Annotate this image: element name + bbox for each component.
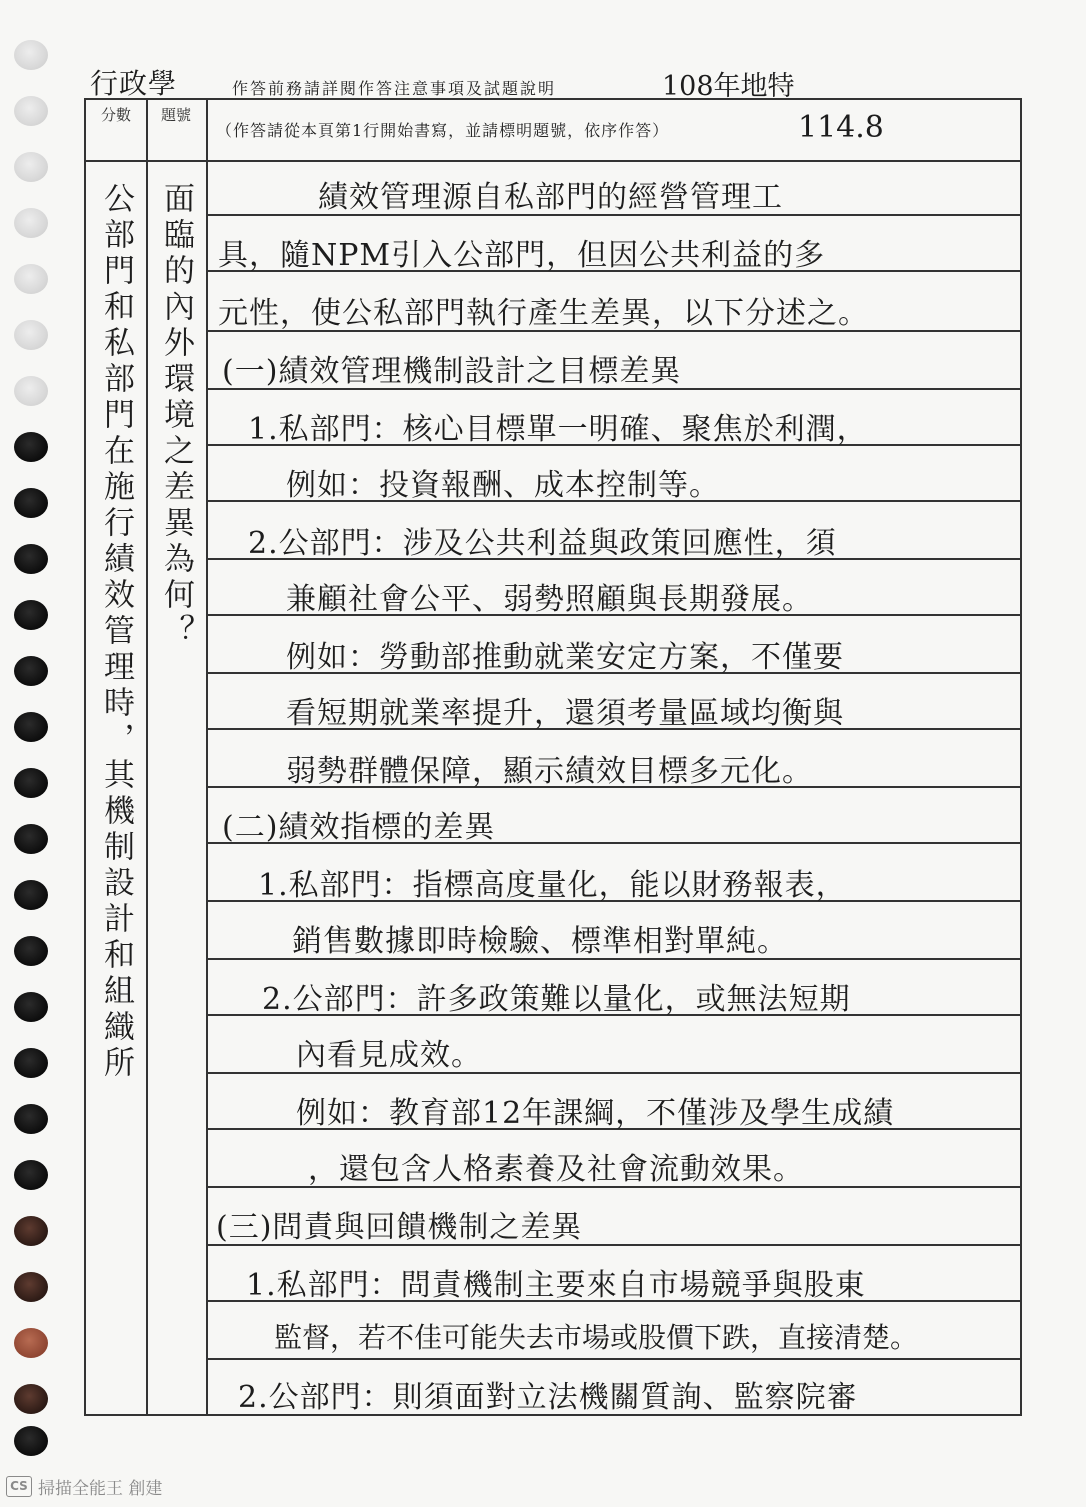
binder-hole — [14, 600, 48, 630]
answer-line: 具，隨NPM引入公部門，但因公共利益的多 — [218, 238, 826, 273]
subject-title: 行政學 — [90, 67, 178, 100]
answer-line: 銷售數據即時檢驗、標準相對單純。 — [292, 924, 788, 959]
binder-hole — [14, 936, 48, 966]
binder-hole — [14, 488, 48, 518]
binder-hole — [14, 264, 48, 294]
answer-line: 例如：投資報酬、成本控制等。 — [286, 468, 720, 503]
binder-hole — [14, 320, 48, 350]
date-note: 114.8 — [798, 110, 884, 145]
answer-line: 1.私部門：指標高度量化，能以財務報表， — [258, 868, 847, 903]
binder-hole — [14, 768, 48, 798]
binder-hole — [14, 1426, 48, 1456]
binder-hole — [14, 1216, 48, 1246]
answer-line: 2.公部門：涉及公共利益與政策回應性，須 — [248, 526, 837, 561]
camscanner-logo-icon: CS — [6, 1476, 32, 1497]
answer-line: 1.私部門：問責機制主要來自市場競爭與股東 — [246, 1268, 866, 1303]
answer-line: 例如：教育部12年課綱，不僅涉及學生成績 — [296, 1096, 895, 1131]
binder-hole — [14, 1328, 48, 1358]
answer-line: 績效管理源自私部門的經營管理工 — [318, 180, 783, 215]
column-divider — [206, 100, 208, 1414]
binder-hole — [14, 152, 48, 182]
answer-line: (一)績效管理機制設計之目標差異 — [222, 354, 682, 389]
question-text-column-1: 公部門和私部門在施行績效管理時，其機制設計和組織所 — [98, 182, 134, 1082]
binder-hole — [14, 40, 48, 70]
binder-hole — [14, 376, 48, 406]
answer-line: 弱勢群體保障，顯示績效目標多元化。 — [286, 754, 813, 789]
binder-hole — [14, 96, 48, 126]
answer-line: 兼顧社會公平、弱勢照顧與長期發展。 — [286, 582, 813, 617]
question-text-column-2: 面臨的內外環境之差異為何？ — [158, 182, 194, 650]
sheet-header-row — [86, 100, 1020, 162]
sheet-instruction: （作答請從本頁第1行開始書寫，並請標明題號，依序作答） — [216, 121, 670, 140]
binder-hole — [14, 656, 48, 686]
answer-line: 例如：勞動部推動就業安定方案，不僅要 — [286, 640, 844, 675]
binder-holes — [14, 40, 54, 1460]
question-no-label: 題號 — [161, 106, 192, 124]
binder-hole — [14, 1048, 48, 1078]
binder-hole — [14, 544, 48, 574]
answer-line: 監督，若不佳可能失去市場或股價下跌，直接清楚。 — [274, 1321, 919, 1354]
answer-line: ，還包含人格素養及社會流動效果。 — [308, 1152, 804, 1187]
binder-hole — [14, 208, 48, 238]
answer-line: 2.公部門：許多政策難以量化，或無法短期 — [262, 982, 851, 1017]
answer-line: (三)問責與回饋機制之差異 — [216, 1210, 583, 1245]
watermark-text: 掃描全能王 創建 — [38, 1479, 163, 1499]
binder-hole — [14, 1384, 48, 1414]
answer-line: 看短期就業率提升，還須考量區域均衡與 — [286, 696, 844, 731]
answer-line: 元性，使公私部門執行產生差異，以下分述之。 — [218, 296, 869, 331]
binder-hole — [14, 432, 48, 462]
answer-sheet — [84, 98, 1022, 1416]
binder-hole — [14, 824, 48, 854]
answer-line: 1.私部門：核心目標單一明確、聚焦於利潤， — [248, 412, 868, 447]
answer-line: 2.公部門：則須面對立法機關質詢、監察院審 — [238, 1380, 858, 1415]
binder-hole — [14, 712, 48, 742]
top-instruction: 作答前務請詳閱作答注意事項及試題說明 — [232, 79, 557, 98]
binder-hole — [14, 880, 48, 910]
answer-line: 內看見成效。 — [296, 1038, 482, 1073]
score-label: 分數 — [101, 106, 132, 124]
binder-hole — [14, 1272, 48, 1302]
exam-note: 108年地特 — [662, 71, 795, 102]
binder-hole — [14, 1160, 48, 1190]
ruled-line — [208, 1358, 1020, 1360]
scanner-watermark — [6, 1474, 162, 1499]
binder-hole — [14, 1104, 48, 1134]
binder-hole — [14, 992, 48, 1022]
column-divider — [146, 100, 148, 1414]
answer-line: (二)績效指標的差異 — [222, 810, 496, 845]
